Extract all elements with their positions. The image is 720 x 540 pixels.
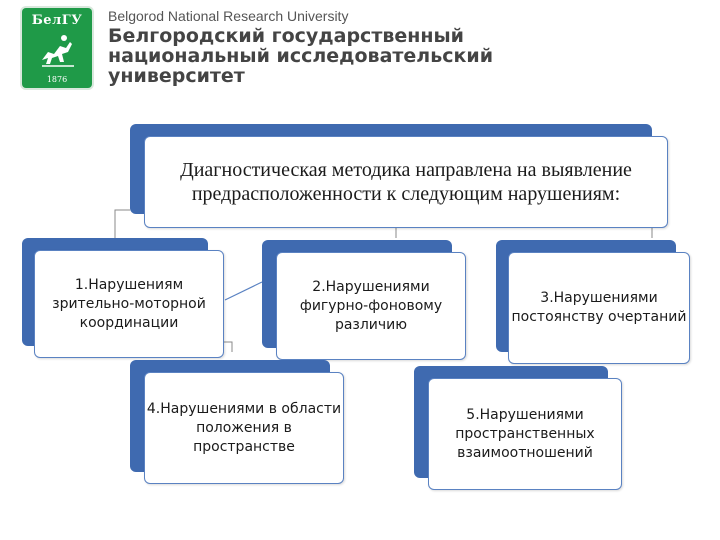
item-card-1 [34,250,224,358]
item-card-2 [276,252,466,360]
item-card-text: 1.Нарушениям зрительно-моторной координации [52,276,206,331]
university-name-ru-line: национальный исследовательский [108,45,494,67]
university-name-ru-line: Белгородский государственный [108,25,464,47]
item-card-5 [428,378,622,490]
item-card-text: 5.Нарушениями пространственных взаимоотношений [455,406,595,461]
logo-year: 1876 [46,75,68,84]
item-card-4 [144,372,344,484]
main-card-text: Диагностическая методика направлена на выявление предрасположенности к следующим нарушениям: [180,159,632,205]
university-name-ru-line: университет [108,65,245,87]
logo-title: БелГУ [31,13,83,28]
item-card-3 [508,252,690,364]
item-card-text: 4.Нарушениями в области положения в пространстве [146,400,342,455]
main-card [144,136,668,228]
item-card-text: 3.Нарушениями постоянству очертаний [511,290,687,325]
item-card-text: 2.Нарушениями фигурно-фоновому различию [299,278,443,333]
university-name-en: Belgorod National Research University [108,8,349,24]
